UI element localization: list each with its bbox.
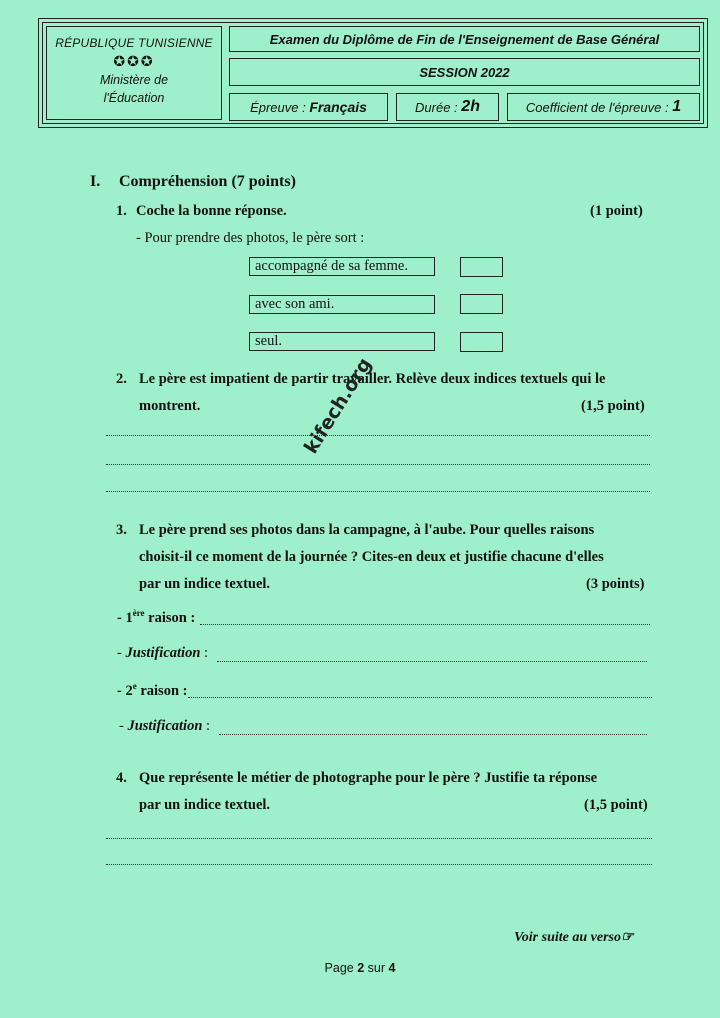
ministry-line1: Ministère de [99,73,169,87]
duree-value: 2h [461,98,480,115]
q3-justif2-label [119,718,210,735]
q3-justif1-suffix: : [200,645,209,661]
q2-line2: montrent. [139,398,201,414]
q4-number: 4. [116,770,127,786]
q3-justif1-text: Justification [125,645,201,661]
q1-checkbox-2[interactable] [460,294,503,314]
q3-justif1-label [117,645,208,662]
q3-number: 3. [116,522,127,538]
coefficient-value: 1 [672,98,682,115]
q3-raison1-prefix: - 1 [117,609,133,626]
session-box [229,58,700,86]
q1-checkbox-1[interactable] [460,257,503,277]
q4-answer-line-1[interactable] [106,838,652,839]
header-ministry-box [46,26,222,120]
q2-answer-line-3[interactable] [106,491,650,492]
q2-line1: Le père est impatient de partir travailler. Relève deux indices textuels qui le [139,371,606,387]
q3-justif2-text: Justification [127,718,203,734]
q3-justif2-line[interactable] [219,734,647,735]
page-current: 2 [357,961,365,975]
duree-label: Durée : [415,99,458,115]
exam-title: Examen du Diplôme de Fin de l'Enseignement de Base Général [269,31,660,47]
ministry-line2: l'Éducation [103,91,165,105]
q1-text: Coche la bonne réponse. [136,203,287,219]
q3-raison2-sup: e [132,681,137,691]
page-footer [0,961,720,975]
q1-choice-1: accompagné de sa femme. [249,257,435,276]
q1-prompt: - Pour prendre des photos, le père sort : [136,230,365,246]
q3-raison2-prefix: - 2 [117,682,133,699]
q4-points: (1,5 point) [584,797,648,813]
q2-points: (1,5 point) [581,398,645,414]
section-number: I. [90,173,101,190]
q4-line2: par un indice textuel. [139,797,271,813]
q3-justif2-prefix: - [119,718,128,734]
section-title: Compréhension (7 points) [119,173,296,190]
stars-emblem-icon: ✪✪✪ [113,53,155,69]
kifech-watermark: kifech.org [300,354,377,458]
q4-answer-line-2[interactable] [106,864,652,865]
epreuve-box [229,93,388,121]
q1-choice-3: seul. [249,332,435,351]
q3-raison2-text: raison : [136,682,188,699]
q1-choice-2: avec son ami. [249,295,435,314]
q1-checkbox-3[interactable] [460,332,503,352]
duree-box [396,93,499,121]
q1-number: 1. [116,203,127,219]
session-label: SESSION 2022 [419,64,510,80]
q1-points: (1 point) [590,203,643,219]
q3-raison2-line[interactable] [188,697,652,698]
page-prefix: Page [324,961,358,975]
voir-suite-label: Voir suite au verso☞ [514,930,634,945]
q3-raison1-sup: ère [132,608,145,618]
q3-raison1-label [117,608,195,627]
epreuve-label: Épreuve : [250,99,306,115]
q3-raison1-line[interactable] [200,624,650,625]
q3-line2: choisit-il ce moment de la journée ? Cites-en deux et justifie chacune d'elles [139,549,604,565]
q2-answer-line-1[interactable] [106,435,650,436]
coefficient-box [507,93,700,121]
q3-justif1-prefix: - [117,645,126,661]
q3-raison1-text: raison : [144,609,196,626]
q3-line3: par un indice textuel. [139,576,271,592]
epreuve-value: Français [309,99,367,115]
q3-points: (3 points) [586,576,645,592]
q2-answer-line-2[interactable] [106,464,650,465]
coefficient-label: Coefficient de l'épreuve : [525,99,669,115]
q3-justif1-line[interactable] [217,661,647,662]
page-middle: sur [364,961,389,975]
q3-justif2-suffix: : [202,718,211,734]
q4-line1: Que représente le métier de photographe pour le père ? Justifie ta réponse [139,770,598,786]
page-total: 4 [388,961,396,975]
republic-label: RÉPUBLIQUE TUNISIENNE [55,36,213,50]
q2-number: 2. [116,371,127,387]
q3-line1: Le père prend ses photos dans la campagne, à l'aube. Pour quelles raisons [139,522,595,538]
exam-title-box [229,26,700,52]
q3-raison2-label [117,681,187,700]
